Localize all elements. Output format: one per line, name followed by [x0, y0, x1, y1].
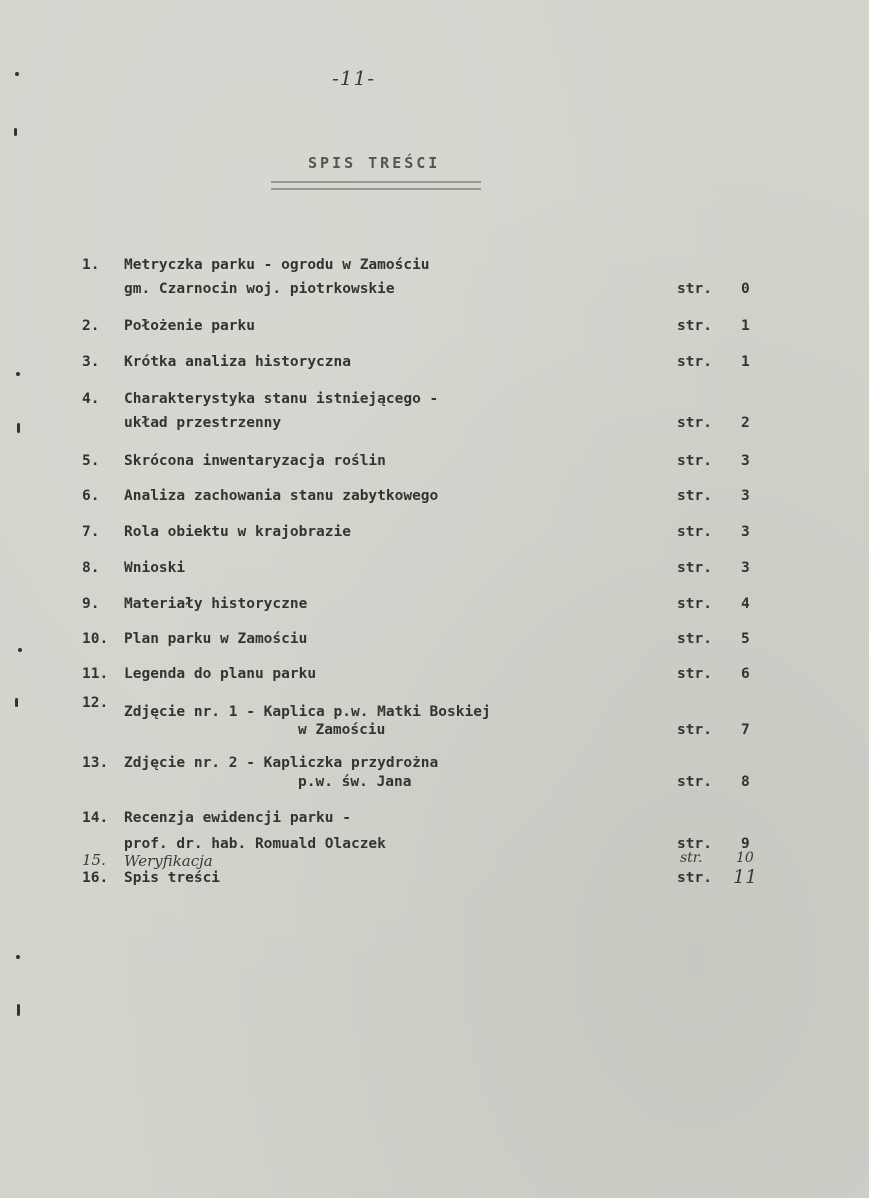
- margin-mark: [18, 648, 22, 652]
- entry-str-label: str.: [677, 281, 712, 297]
- entry-number: 8.: [82, 560, 100, 576]
- entry-page: 3: [741, 560, 750, 576]
- entry-page: 8: [741, 774, 750, 790]
- entry-number: 1.: [82, 257, 100, 273]
- margin-mark: [16, 372, 20, 376]
- entry-title-line-1: Charakterystyka stanu istniejącego -: [124, 391, 439, 407]
- entry-str-label: str.: [677, 870, 712, 886]
- entry-page: 4: [741, 596, 750, 612]
- entry-str-label: str.: [677, 488, 712, 504]
- entry-title-line-2: prof. dr. hab. Romuald Olaczek: [124, 836, 386, 852]
- margin-mark: [14, 128, 17, 136]
- margin-mark: [17, 1004, 20, 1016]
- entry-title-line-1: Analiza zachowania stanu zabytkowego: [124, 488, 439, 504]
- entry-page: 2: [741, 415, 750, 431]
- entry-title-line-1: Legenda do planu parku: [124, 666, 317, 682]
- handwritten-str-label: str.: [680, 850, 703, 866]
- entry-title-line-1: Zdjęcie nr. 1 - Kaplica p.w. Matki Boskiej: [124, 704, 491, 720]
- page-title: SPIS TREŚCI: [308, 154, 441, 172]
- entry-page: 3: [741, 453, 750, 469]
- entry-title-line-1: Skrócona inwentaryzacja roślin: [124, 453, 386, 469]
- entry-number: 14.: [82, 810, 109, 826]
- entry-page: 7: [741, 722, 750, 738]
- entry-page: 0: [741, 281, 750, 297]
- entry-str-label: str.: [677, 666, 712, 682]
- margin-mark: [15, 698, 18, 707]
- entry-str-label: str.: [677, 318, 712, 334]
- title-underline: [271, 181, 481, 190]
- entry-title-line-1: Wnioski: [124, 560, 186, 576]
- entry-title-line-1: Metryczka parku - ogrodu w Zamościu: [124, 257, 430, 273]
- margin-mark: [16, 955, 20, 959]
- entry-title-line-1: Spis treści: [124, 870, 221, 886]
- entry-str-label: str.: [677, 774, 712, 790]
- entry-str-label: str.: [677, 453, 712, 469]
- entry-title-line-1: Zdjęcie nr. 2 - Kapliczka przydrożna: [124, 755, 439, 771]
- entry-page: 5: [741, 631, 750, 647]
- entry-page: 3: [741, 488, 750, 504]
- entry-title-line-2: w Zamościu: [298, 722, 386, 738]
- entry-page: 6: [741, 666, 750, 682]
- entry-number: 11.: [82, 666, 109, 682]
- entry-str-label: str.: [677, 354, 712, 370]
- handwritten-entry-page: 10: [736, 850, 754, 866]
- entry-page: 3: [741, 524, 750, 540]
- entry-str-label: str.: [677, 836, 712, 852]
- entry-title-line-1: Położenie parku: [124, 318, 255, 334]
- entry-page: 1: [741, 354, 750, 370]
- entry-str-label: str.: [677, 560, 712, 576]
- handwritten-last-page: 11: [733, 866, 758, 888]
- entry-number: 9.: [82, 596, 100, 612]
- entry-number: 6.: [82, 488, 100, 504]
- entry-title-line-2: układ przestrzenny: [124, 415, 282, 431]
- entry-str-label: str.: [677, 722, 712, 738]
- entry-title-line-1: Krótka analiza historyczna: [124, 354, 351, 370]
- page-number: -11-: [332, 66, 375, 90]
- entry-str-label: str.: [677, 631, 712, 647]
- entry-title-line-1: Rola obiektu w krajobrazie: [124, 524, 351, 540]
- entry-number: 7.: [82, 524, 100, 540]
- entry-number: 4.: [82, 391, 100, 407]
- handwritten-entry-number: 15.: [82, 851, 106, 869]
- entry-number: 2.: [82, 318, 100, 334]
- entry-title-line-1: Plan parku w Zamościu: [124, 631, 308, 647]
- margin-mark: [15, 72, 19, 76]
- entry-title-line-1: Recenzja ewidencji parku -: [124, 810, 351, 826]
- handwritten-entry-title: Weryfikacja: [124, 852, 213, 870]
- entry-number: 3.: [82, 354, 100, 370]
- entry-str-label: str.: [677, 596, 712, 612]
- entry-page: 9: [741, 836, 750, 852]
- entry-title-line-1: Materiały historyczne: [124, 596, 308, 612]
- entry-number: 16.: [82, 870, 109, 886]
- entry-number: 5.: [82, 453, 100, 469]
- entry-number: 13.: [82, 755, 109, 771]
- entry-title-line-2: gm. Czarnocin woj. piotrkowskie: [124, 281, 395, 297]
- entry-str-label: str.: [677, 415, 712, 431]
- entry-page: 1: [741, 318, 750, 334]
- entry-str-label: str.: [677, 524, 712, 540]
- margin-mark: [17, 423, 20, 433]
- entry-title-line-2: p.w. św. Jana: [298, 774, 412, 790]
- entry-number: 12.: [82, 695, 109, 711]
- entry-number: 10.: [82, 631, 109, 647]
